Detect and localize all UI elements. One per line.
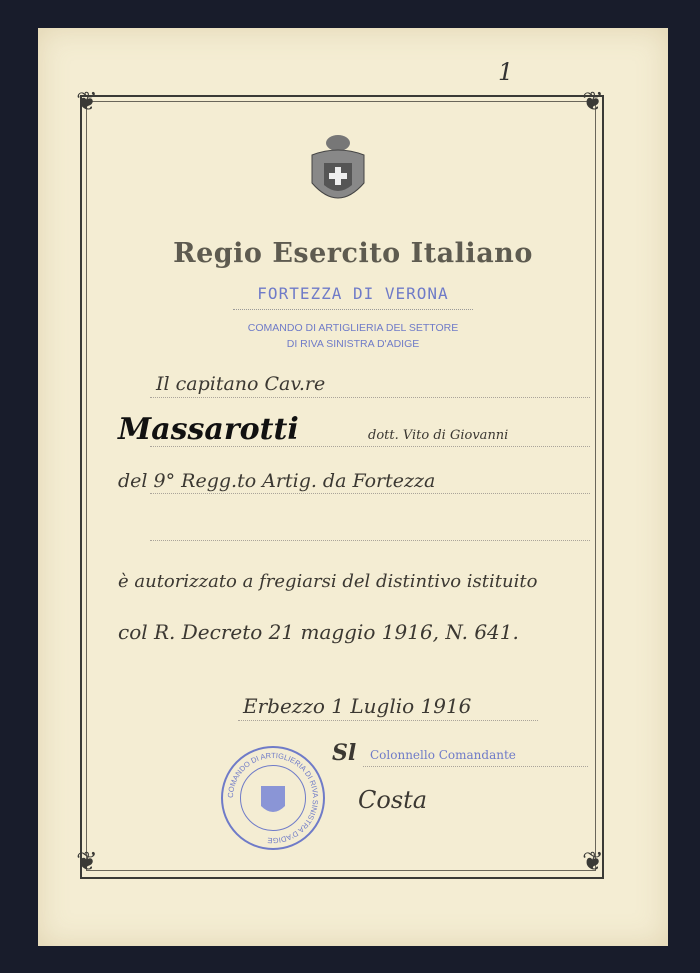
regiment-text: del 9° Regg.to Artig. da Fortezza <box>118 470 436 492</box>
royal-crest-icon <box>306 133 370 211</box>
decree-text: col R. Decreto 21 maggio 1916, N. 641. <box>118 620 519 644</box>
place-date-text: Erbezzo 1 Luglio 1916 <box>243 694 472 718</box>
surname-text: Massarotti <box>118 412 299 447</box>
form-line <box>150 540 590 541</box>
form-line <box>238 720 538 721</box>
form-line <box>363 766 588 767</box>
form-line <box>150 493 590 494</box>
stamp-text: COMANDO DI ARTIGLIERIA DI RIVA SINISTRA D'ADIGE <box>225 750 321 846</box>
page-number: 1 <box>498 58 514 86</box>
signatory-role: Colonnello Comandante <box>370 748 516 762</box>
header-title: Regio Esercito Italiano <box>173 238 533 269</box>
corner-ornament-icon: ❦ <box>582 847 604 877</box>
document-page <box>38 28 668 946</box>
form-line <box>150 397 590 398</box>
authorization-text: è autorizzato a fregiarsi del distintivo istituito <box>118 571 538 592</box>
divider <box>233 309 473 310</box>
command-line-1: COMANDO DI ARTIGLIERIA DEL SETTORE <box>247 322 459 334</box>
corner-ornament-icon: ❦ <box>76 87 98 117</box>
given-name-text: dott. Vito di Giovanni <box>368 428 509 443</box>
official-stamp <box>221 746 325 850</box>
fortress-stamp: FORTEZZA DI VERONA <box>257 284 449 303</box>
rank-text: Il capitano Cav.re <box>156 373 326 395</box>
pp-mark: Sl <box>332 740 357 766</box>
command-line-2: DI RIVA SINISTRA D'ADIGE <box>286 338 420 350</box>
corner-ornament-icon: ❦ <box>76 847 98 877</box>
corner-ornament-icon: ❦ <box>582 87 604 117</box>
signature: Costa <box>358 786 428 814</box>
